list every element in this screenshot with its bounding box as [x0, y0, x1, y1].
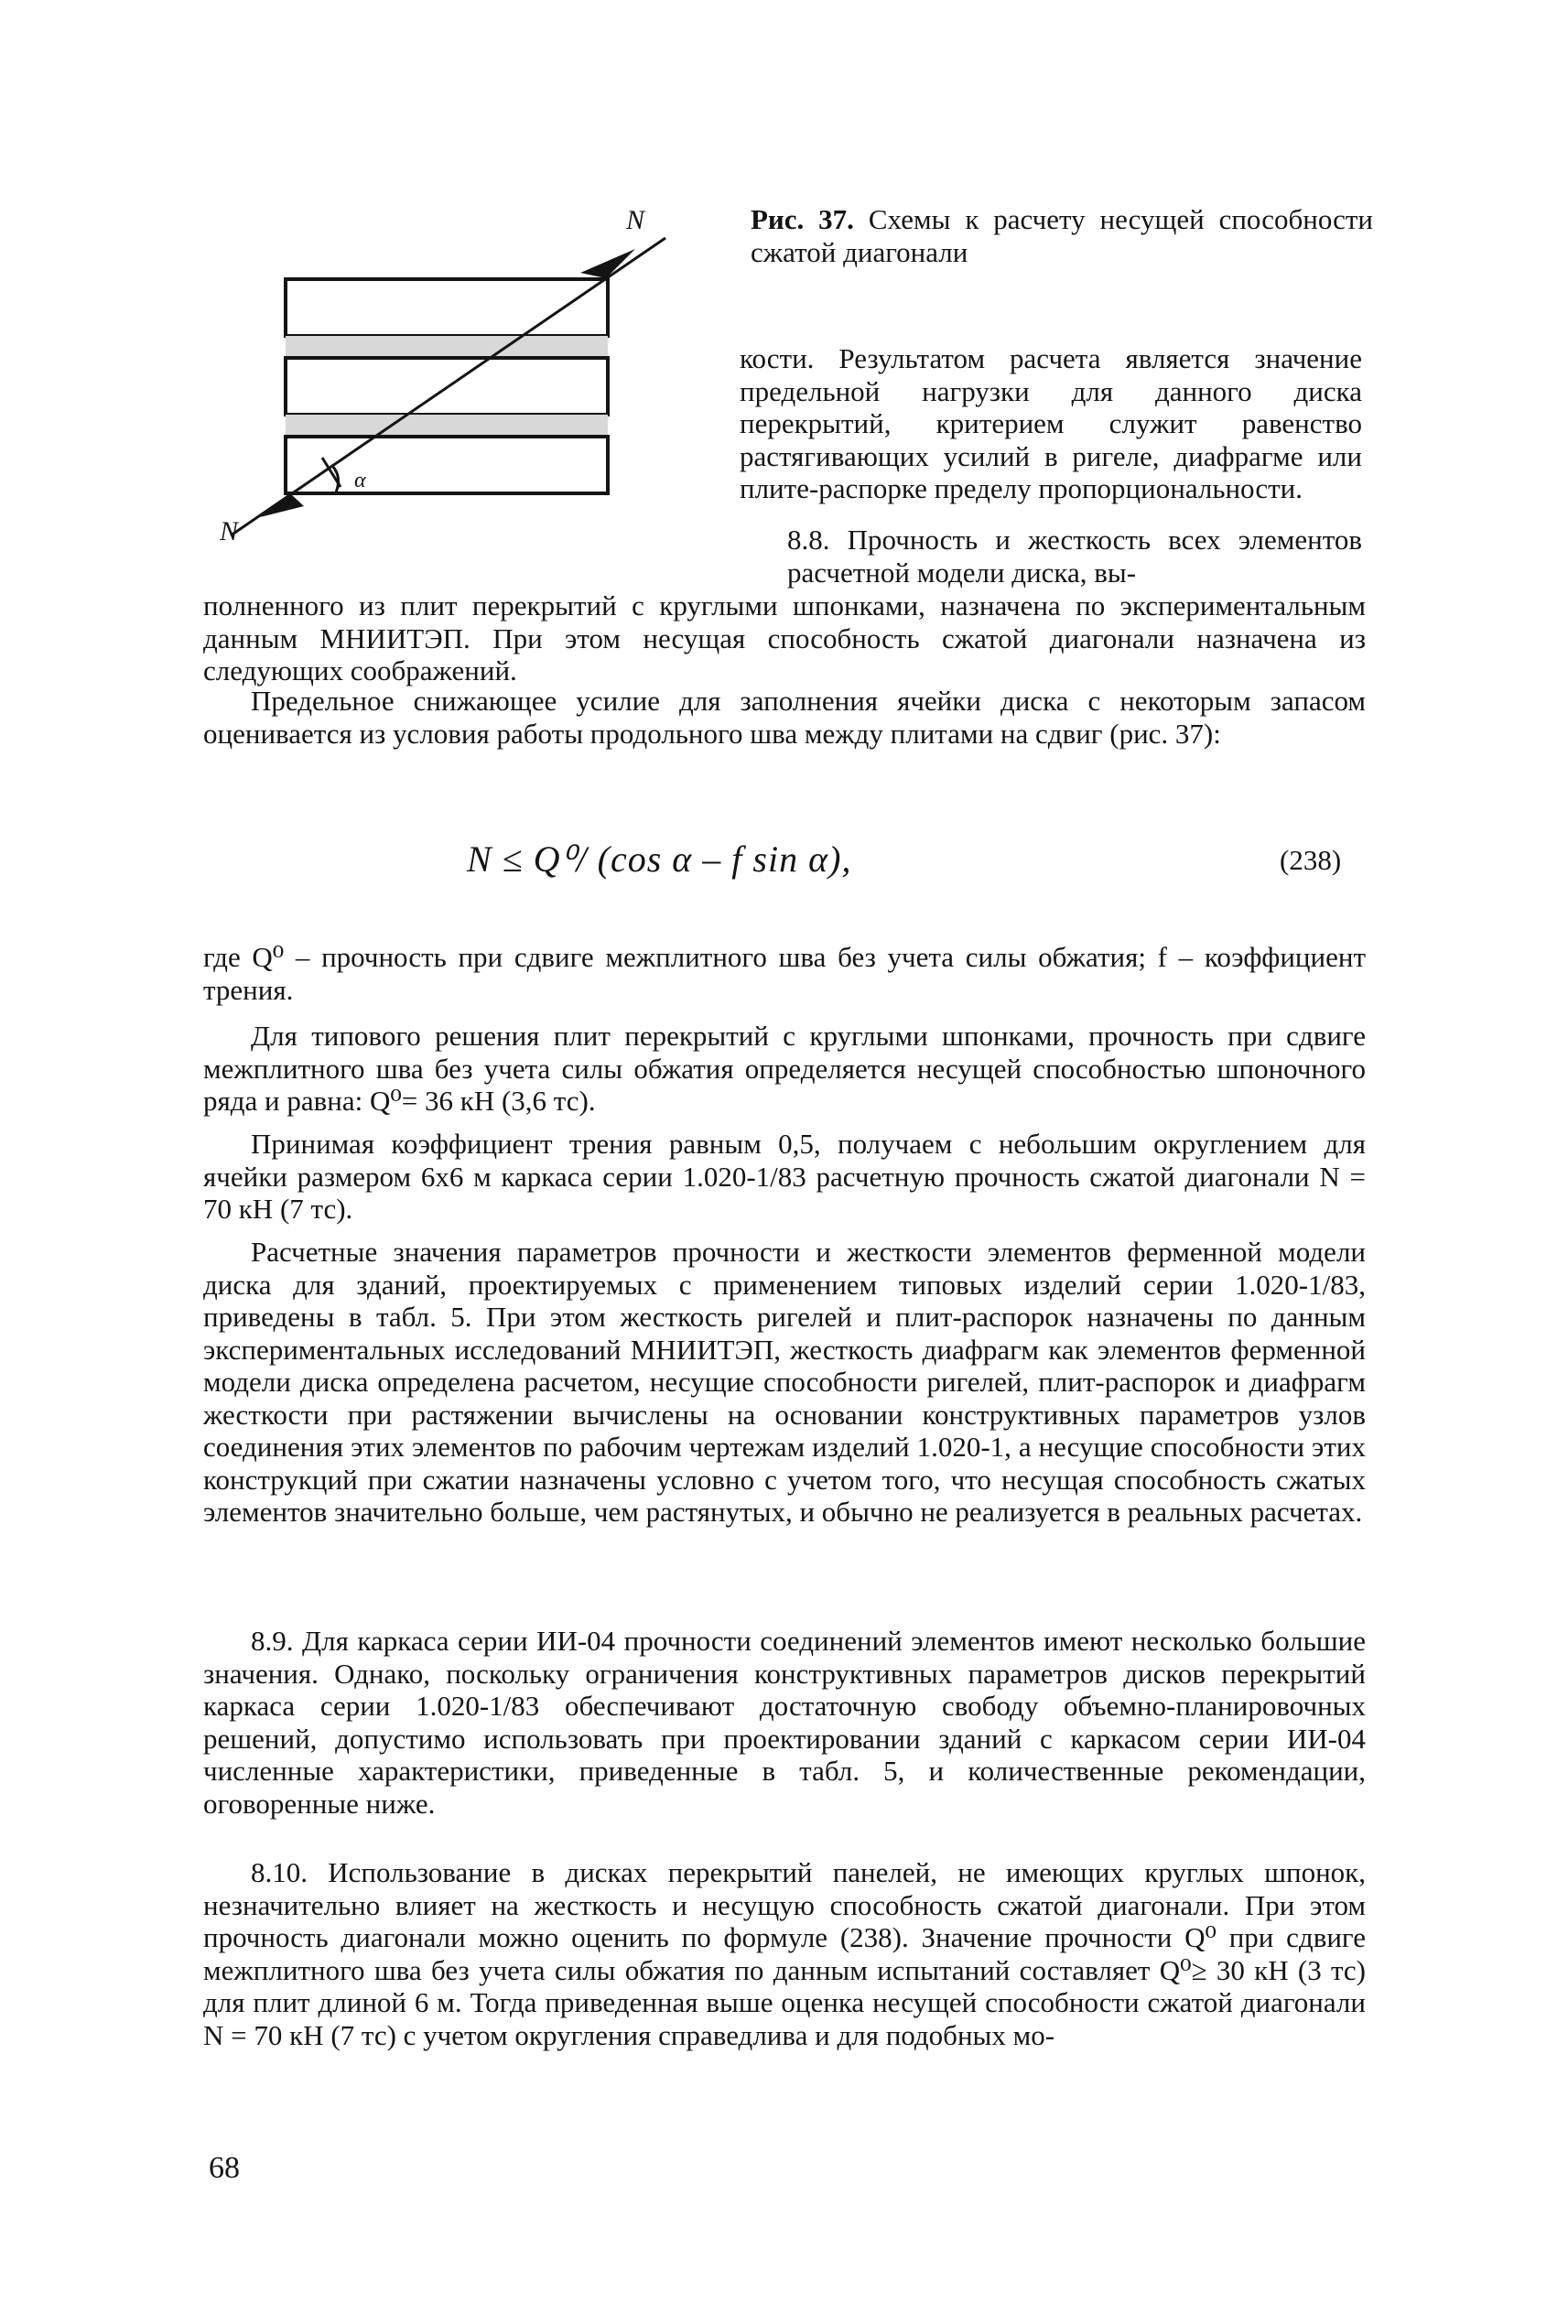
- slab-top: [286, 279, 608, 336]
- paragraph-where: где Q⁰ – прочность при сдвиге межплитного шва без учета силы обжатия; f – коэффициент трения.: [203, 941, 1366, 1006]
- paragraph-8-10: 8.10. Использование в дисках перекрытий панелей, не имеющих круглых шпонок, незначительно влияет на жесткость и несущую способность сжатой диагонали. При этом прочность диагонали можно оценить по формуле (238). Значение прочности Q⁰ при сдвиге межплитного шва без учета силы обжатия по данным испытаний составляет Q⁰≥ 30 кН (3 тс) для плит длиной 6 м. Тогда приведенная выше оценка несущей способности сжатой диагонали N = 70 кН (7 тс) с учетом округления справедлива и для подобных мо-: [203, 1856, 1366, 2051]
- formula-number: (238): [1280, 844, 1342, 876]
- paragraph-accept: Принимая коэффициент трения равным 0,5, получаем с небольшим округлением для ячейки размером 6х6 м каркаса серии 1.020-1/83 расчетную прочность сжатой диагонали N = 70 кН (7 тс).: [203, 1128, 1366, 1225]
- diagonal-line: [231, 238, 665, 535]
- joint-top: [286, 336, 608, 358]
- paragraph-limit-force: Предельное снижающее усилие для заполнения ячейки диска с некоторым запасом оценивается из условия работы продольного шва между плитами на сдвиг (рис. 37):: [203, 685, 1366, 750]
- paragraph-8-8-body: полненного из плит перекрытий с круглыми шпонками, назначена по экспериментальным данным МНИИТЭП. При этом несущая способность сжатой диагонали назначена из следующих соображений.: [203, 589, 1366, 686]
- paragraph-intro: кости. Результатом расчета является значение предельной нагрузки для данного диска перекрытий, критерием служит равенство растягивающих усилий в ригеле, диафрагме или плите-распорке пределу пропорциональности.: [740, 342, 1362, 504]
- formula-238: N ≤ Q⁰/ (cos α – f sin α),: [467, 838, 852, 880]
- figure-caption: [751, 203, 1373, 269]
- caption-prefix: Рис. 37.: [751, 203, 854, 235]
- label-n-top: N: [626, 205, 645, 235]
- paragraph-calculated-values: Расчетные значения параметров прочности и жесткости элементов ферменной модели диска для зданий, проектируемых с применением типовых изделий серии 1.020-1/83, приведены в табл. 5. При этом жесткость ригелей и плит-распорок назначены по данным экспериментальных исследований МНИИТЭП, жесткость диафрагм как элементов ферменной модели диска определена расчетом, несущие способности ригелей, плит-распорок и диафрагм жесткости при растяжении вычислены на основании конструктивных параметров узлов соединения этих элементов по рабочим чертежам изделий 1.020-1, а несущие способности этих конструкций при сжатии назначены условно с учетом того, что несущая способность сжатых элементов значительно больше, чем растянутых, и обычно не реализуется в реальных расчетах.: [203, 1236, 1366, 1528]
- paragraph-8-8-heading: 8.8. Прочность и жесткость всех элементов расчетной модели диска, вы-: [787, 524, 1362, 589]
- paragraph-8-9: 8.9. Для каркаса серии ИИ-04 прочности соединений элементов имеют несколько большие значения. Однако, поскольку ограничения конструктивных параметров дисков перекрытий каркаса серии 1.020-1/83 обеспечивают достаточную свободу объемно-планировочных решений, допустимо использовать при проектировании зданий с каркасом серии ИИ-04 численные характеристики, приведенные в табл. 5, и количественные рекомендации, оговоренные ниже.: [203, 1625, 1366, 1820]
- label-alpha: α: [354, 469, 366, 492]
- joint-bottom: [286, 415, 608, 437]
- page-number: 68: [209, 2151, 240, 2185]
- caption-text: Схемы к расчету несущей способности сжатой диагонали: [751, 203, 1373, 268]
- figure-37-diagram: [203, 201, 734, 567]
- label-n-bottom: N: [220, 516, 239, 546]
- paragraph-typical-solution: Для типового решения плит перекрытий с круглыми шпонками, прочность при сдвиге межплитного шва без учета силы обжатия определяется несущей способностью шпоночного ряда и равна: Q⁰= 36 кН (3,6 тс).: [203, 1020, 1366, 1117]
- arrow-bottom-icon: [260, 494, 304, 517]
